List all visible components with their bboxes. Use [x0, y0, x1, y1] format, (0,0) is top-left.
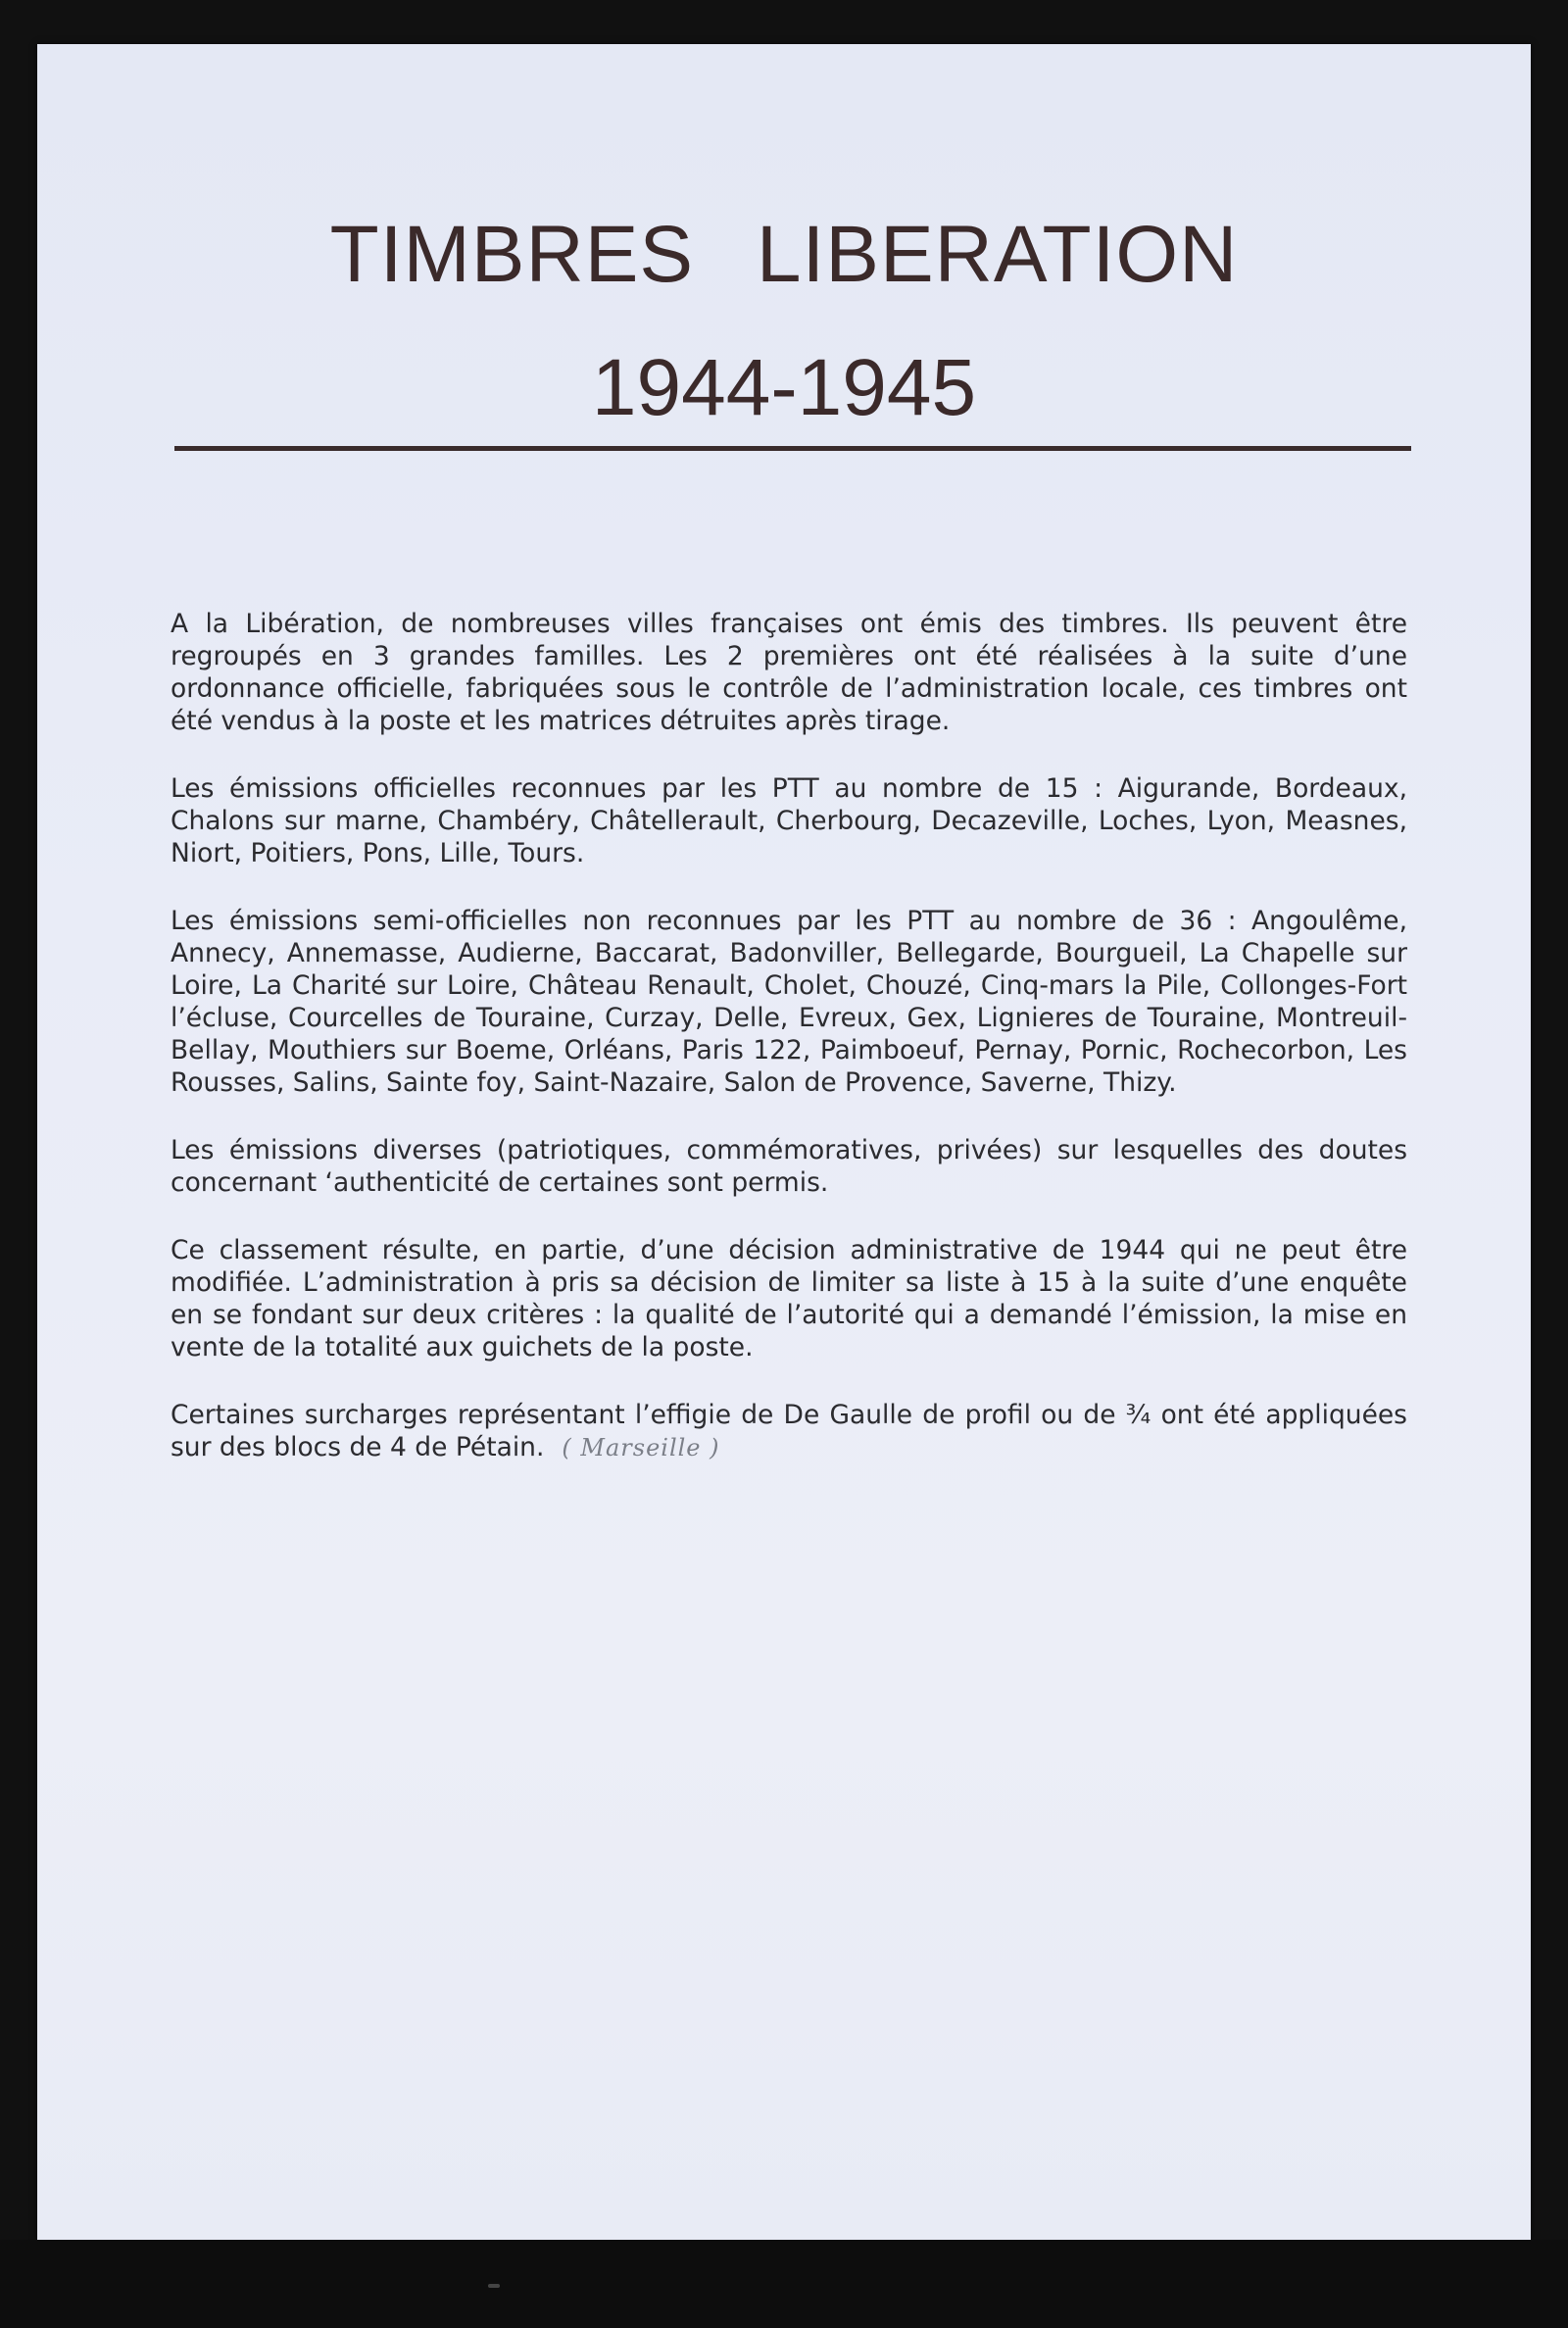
page-title: TIMBRES LIBERATION	[329, 210, 1239, 299]
title-divider	[174, 446, 1411, 451]
paragraph-various-issues: Les émissions diverses (patriotiques, commémoratives, privées) sur lesquelles des doutes concernant ‘authenticité de certaines sont permis.	[171, 1135, 1407, 1198]
paragraph-intro: A la Libération, de nombreuses villes françaises ont émis des timbres. Ils peuvent être regroupés en 3 grandes familles. Les 2 premières ont été réalisées à la suite d’une ordonnance officielle, fabriquées sous le contrôle de l’administration locale, ces timbres ont été vendus à la poste et les matrices détruites après tirage.	[171, 609, 1407, 736]
paragraph-surcharges	[171, 1399, 1407, 1464]
bottom-dark-edge	[0, 2240, 1568, 2328]
album-page	[37, 44, 1531, 2240]
paragraph-semi-official-issues: Les émissions semi-officielles non reconnues par les PTT au nombre de 36 : Angoulême, Annecy, Annemasse, Audierne, Baccarat, Badonviller, Bellegarde, Bourgueil, La Chapelle sur Loire, La Charité sur Loire, Château Renault, Cholet, Chouzé, Cinq-mars la Pile, Collonges-Fort l’écluse, Courcelles de Touraine, Curzay, Delle, Evreux, Gex, Lignieres de Touraine, Montreuil-Bellay, Mouthiers sur Boeme, Orléans, Paris 122, Paimboeuf, Pernay, Pornic, Rochecorbon, Les Rousses, Salins, Sainte foy, Saint-Nazaire, Salon de Provence, Saverne, Thizy.	[171, 906, 1407, 1098]
handwritten-note: ( Marseille )	[562, 1434, 720, 1461]
surcharges-text: Certaines surcharges représentant l’effigie de De Gaulle de profil ou de ¾ ont été appliquées sur des blocs de 4 de Pétain.	[171, 1400, 1407, 1462]
dust-speck	[488, 2284, 500, 2288]
body-text	[171, 608, 1407, 1500]
paragraph-classification: Ce classement résulte, en partie, d’une décision administrative de 1944 qui ne peut être modifiée. L’administration à pris sa décision de limiter sa liste à 15 à la suite d’une enquête en se fondant sur deux critères : la qualité de l’autorité qui a demandé l’émission, la mise en vente de la totalité aux guichets de la poste.	[171, 1235, 1407, 1362]
page-subtitle-years: 1944-1945	[591, 343, 977, 432]
paragraph-official-issues: Les émissions officielles reconnues par les PTT au nombre de 15 : Aigurande, Bordeaux, Chalons sur marne, Chambéry, Châtellerault, Cherbourg, Decazeville, Loches, Lyon, Measnes, Niort, Poitiers, Pons, Lille, Tours.	[171, 773, 1407, 868]
